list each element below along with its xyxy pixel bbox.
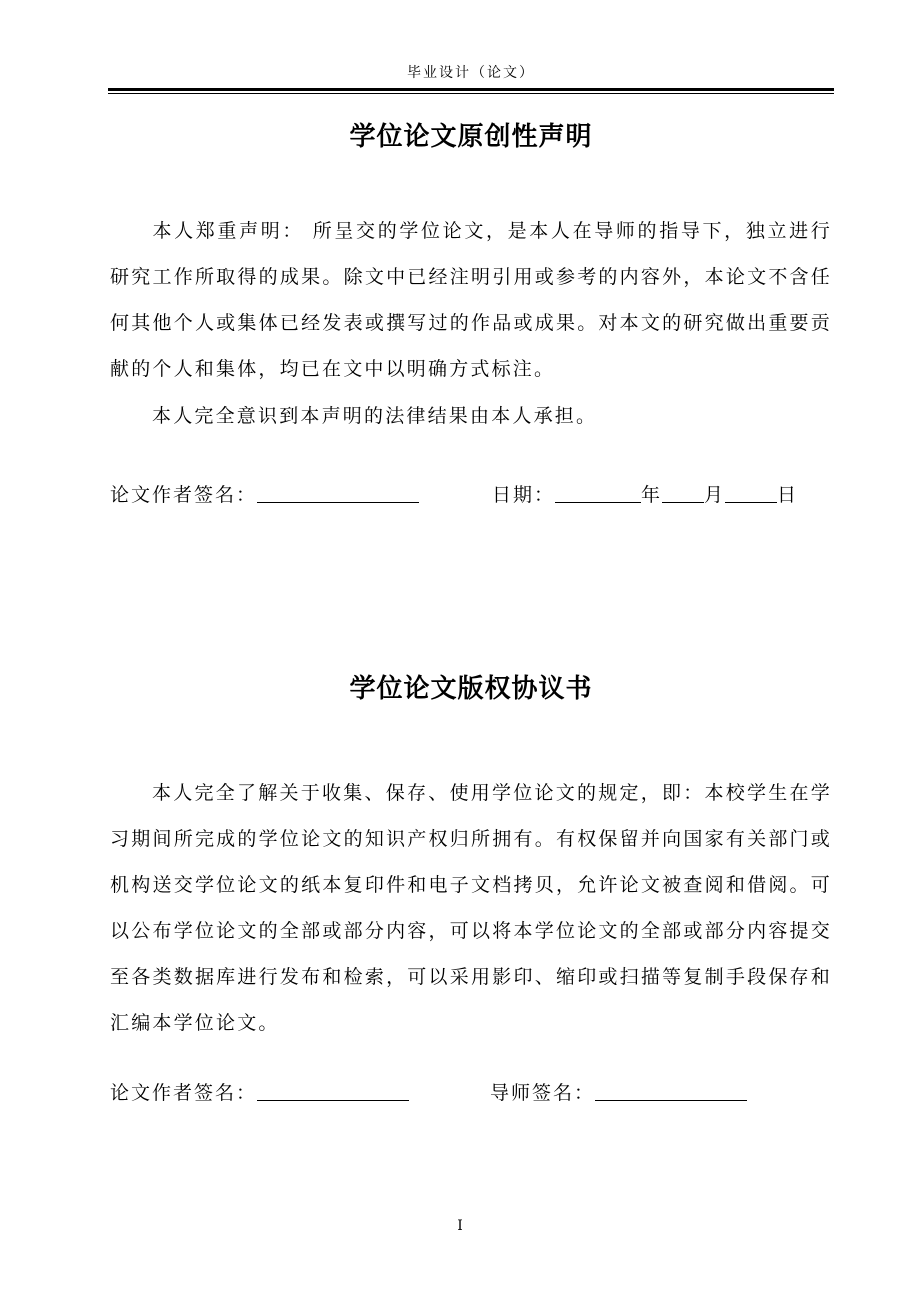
copyright-author-signature-label: 论文作者签名：: [110, 1082, 258, 1104]
originality-paragraph-2: [110, 393, 832, 439]
copyright-author-signature: [110, 1078, 409, 1105]
date-day-field[interactable]: [725, 484, 777, 503]
originality-author-signature: [110, 480, 419, 507]
date-month-field[interactable]: [662, 484, 704, 503]
header-rule-thick: [108, 88, 834, 91]
date-label: 日期：: [492, 484, 556, 506]
date-year-field[interactable]: [555, 484, 641, 503]
year-label: 年: [641, 484, 663, 506]
author-signature-field[interactable]: [257, 484, 419, 503]
header-rule-thin: [108, 93, 834, 94]
copyright-title: 学位论文版权协议书: [349, 674, 593, 704]
originality-paragraph-1: [110, 208, 832, 392]
day-label: 日: [777, 484, 799, 506]
running-header: 毕业设计（论文）: [407, 65, 535, 81]
month-label: 月: [704, 484, 726, 506]
copyright-advisor-signature: [490, 1078, 747, 1105]
originality-date: [492, 480, 798, 507]
copyright-author-signature-field[interactable]: [257, 1082, 409, 1101]
originality-paragraph-2-text: 本人完全意识到本声明的法律结果由本人承担。: [152, 405, 598, 427]
advisor-signature-field[interactable]: [595, 1082, 747, 1101]
author-signature-label: 论文作者签名：: [110, 484, 258, 506]
copyright-paragraph-1: [110, 770, 832, 1046]
advisor-signature-label: 导师签名：: [490, 1082, 596, 1104]
originality-title: 学位论文原创性声明: [349, 122, 593, 152]
copyright-paragraph-1-text: 本人完全了解关于收集、保存、使用学位论文的规定，即：本校学生在学习期间所完成的学位论文的知识产权归所拥有。有权保留并向国家有关部门或机构送交学位论文的纸本复印件和电子文档拷贝，允许论文被查阅和借阅。可以公布学位论文的全部或部分内容，可以将本学位论文的全部或部分内容提交至各类数据库进行发布和检索，可以采用影印、缩印或扫描等复制手段保存和汇编本学位论文。: [110, 782, 832, 1034]
originality-paragraph-1-text: 本人郑重声明： 所呈交的学位论文，是本人在导师的指导下，独立进行研究工作所取得的成果。除文中已经注明引用或参考的内容外，本论文不含任何其他个人或集体已经发表或撰写过的作品或成果。对本文的研究做出重要贡献的个人和集体，均已在文中以明确方式标注。: [110, 220, 832, 380]
page-number: I: [457, 1218, 463, 1234]
